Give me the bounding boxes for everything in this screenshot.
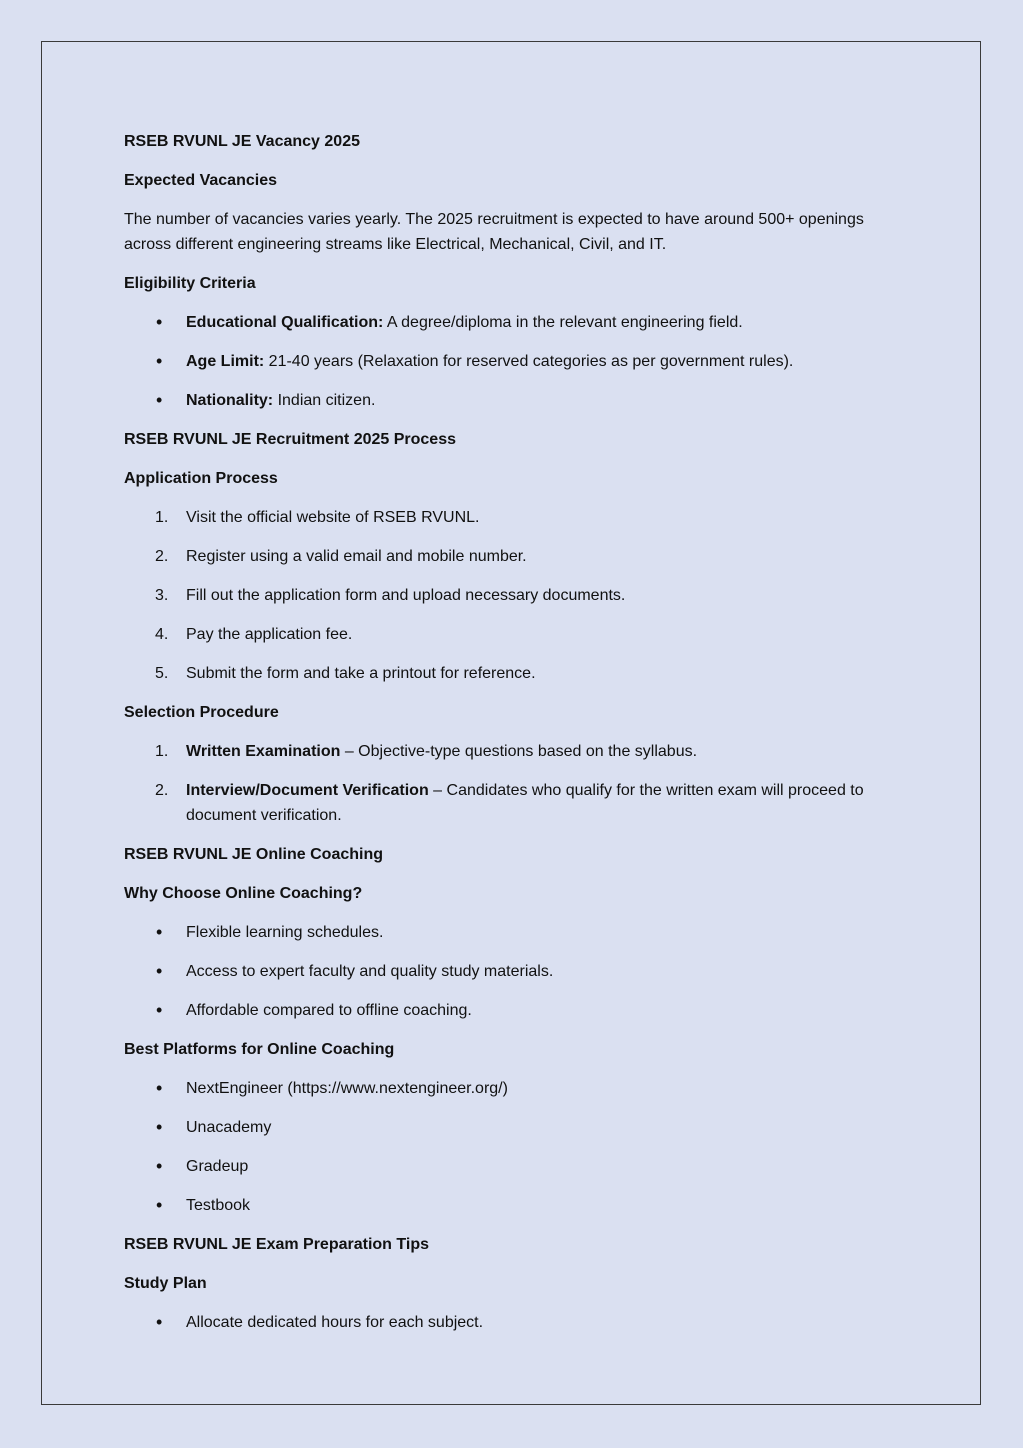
section-heading: Eligibility Criteria — [124, 275, 256, 292]
section-heading: Why Choose Online Coaching? — [124, 885, 363, 902]
section-heading: Application Process — [124, 470, 278, 487]
bullet-icon: • — [156, 1195, 163, 1215]
item-lead-text: Interview/Document Verification — [186, 782, 429, 799]
item-text: Submit the form and take a printout for reference. — [186, 665, 536, 682]
section-heading: RSEB RVUNL JE Exam Preparation Tips — [124, 1236, 429, 1253]
item-text: Unacademy — [186, 1119, 272, 1136]
section-heading: Best Platforms for Online Coaching — [124, 1041, 395, 1058]
list-number: 4. — [155, 626, 169, 643]
list-number: 1. — [155, 743, 169, 760]
bullet-icon: • — [156, 390, 163, 410]
bullet-icon: • — [156, 961, 163, 981]
bullet-icon: • — [156, 312, 163, 332]
section-heading: RSEB RVUNL JE Recruitment 2025 Process — [124, 431, 456, 448]
item-lead-text: Written Examination — [186, 743, 341, 760]
section-heading: Study Plan — [124, 1275, 207, 1292]
numbered-list-item — [124, 537, 864, 576]
list-number: 5. — [155, 665, 169, 682]
bullet-list-item — [124, 1108, 864, 1147]
bullet-list-item — [124, 952, 864, 991]
item-lead-text: Educational Qualification: — [186, 314, 384, 331]
item-text: – Candidates who qualify for the written exam will proceed to document verification. — [186, 782, 864, 824]
item-text: Register using a valid email and mobile number. — [186, 548, 527, 565]
item-text: Gradeup — [186, 1158, 249, 1175]
bullet-icon: • — [156, 1117, 163, 1137]
bullet-icon: • — [156, 1078, 163, 1098]
item-text: A degree/diploma in the relevant engineering field. — [383, 314, 743, 331]
item-text: Access to expert faculty and quality study materials. — [186, 963, 554, 980]
bullet-list-item — [124, 1147, 864, 1186]
numbered-list-item — [124, 732, 864, 771]
section-heading: RSEB RVUNL JE Online Coaching — [124, 846, 384, 863]
numbered-list-item — [124, 771, 864, 835]
bullet-list-item — [124, 303, 864, 342]
list-number: 3. — [155, 587, 169, 604]
list-number: 2. — [155, 782, 169, 799]
item-text: Fill out the application form and upload necessary documents. — [186, 587, 626, 604]
bullet-icon: • — [156, 351, 163, 371]
item-text: Visit the official website of RSEB RVUNL. — [186, 509, 480, 526]
body-paragraph: The number of vacancies varies yearly. The 2025 recruitment is expected to have around 500+ openings across different engineering streams like Electrical, Mechanical, Civil, and IT. — [124, 211, 864, 253]
item-text: Affordable compared to offline coaching. — [186, 1002, 472, 1019]
bullet-icon: • — [156, 1156, 163, 1176]
bullet-list-item — [124, 342, 864, 381]
document-body — [124, 122, 864, 1342]
bullet-list-item — [124, 1186, 864, 1225]
numbered-list-item — [124, 576, 864, 615]
section-heading: RSEB RVUNL JE Vacancy 2025 — [124, 133, 360, 150]
item-text: Testbook — [186, 1197, 251, 1214]
section-heading: Expected Vacancies — [124, 172, 277, 189]
numbered-list-item — [124, 654, 864, 693]
bullet-icon: • — [156, 922, 163, 942]
item-text: Allocate dedicated hours for each subject. — [186, 1314, 484, 1331]
item-text: NextEngineer (https://www.nextengineer.org/) — [186, 1080, 508, 1097]
bullet-list-item — [124, 1069, 864, 1108]
numbered-list-item — [124, 498, 864, 537]
list-number: 2. — [155, 548, 169, 565]
bullet-list-item — [124, 1303, 864, 1342]
bullet-list-item — [124, 991, 864, 1030]
item-lead-text: Nationality: — [186, 392, 274, 409]
section-heading: Selection Procedure — [124, 704, 279, 721]
bullet-icon: • — [156, 1000, 163, 1020]
bullet-list-item — [124, 913, 864, 952]
item-text: Pay the application fee. — [186, 626, 353, 643]
item-text: Flexible learning schedules. — [186, 924, 384, 941]
item-text: 21-40 years (Relaxation for reserved categories as per government rules). — [264, 353, 794, 370]
list-number: 1. — [155, 509, 169, 526]
item-text: – Objective-type questions based on the syllabus. — [340, 743, 698, 760]
bullet-list-item — [124, 381, 864, 420]
bullet-icon: • — [156, 1312, 163, 1332]
item-lead-text: Age Limit: — [186, 353, 265, 370]
numbered-list-item — [124, 615, 864, 654]
item-text: Indian citizen. — [273, 392, 376, 409]
